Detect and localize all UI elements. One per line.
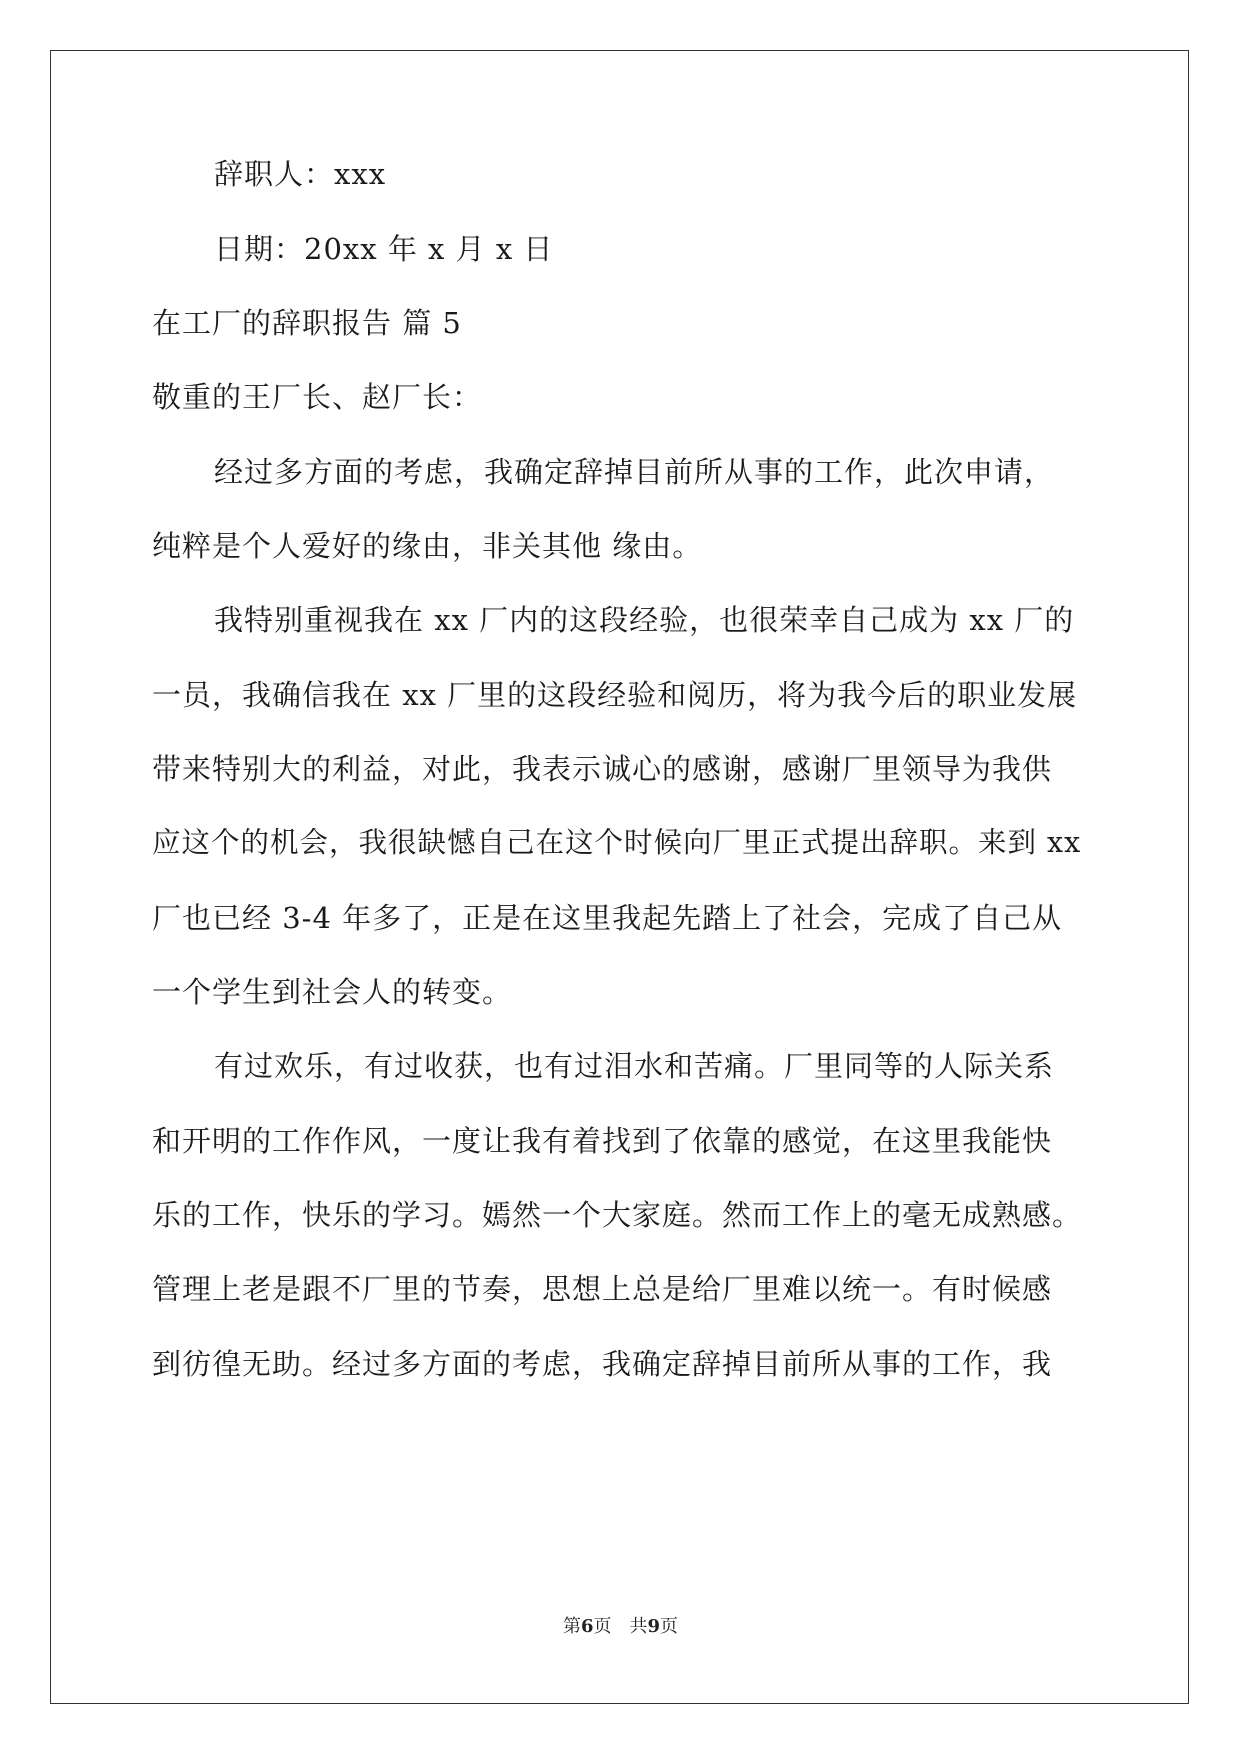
paragraph-line: 我特别重视我在 xx 厂内的这段经验，也很荣幸自己成为 xx 厂的	[214, 603, 1075, 637]
section-title: 在工厂的辞职报告 篇 5	[152, 306, 462, 340]
paragraph-line: 到彷徨无助。经过多方面的考虑，我确定辞掉目前所从事的工作，我	[152, 1347, 1053, 1381]
paragraph-line: 管理上老是跟不厂里的节奏，思想上总是给厂里难以统一。有时候感	[152, 1272, 1053, 1306]
date-line: 日期：20xx 年 x 月 x 日	[214, 232, 554, 266]
footer-mid: 页 共	[593, 1616, 648, 1637]
paragraph-line: 经过多方面的考虑，我确定辞掉目前所从事的工作，此次申请，	[214, 455, 1055, 489]
paragraph-line: 乐的工作，快乐的学习。嫣然一个大家庭。然而工作上的毫无成熟感。	[152, 1198, 1083, 1232]
paragraph-line: 纯粹是个人爱好的缘由，非关其他 缘由。	[152, 529, 703, 563]
paragraph-line: 应这个的机会，我很缺憾自己在这个时候向厂里正式提出辞职。来到 xx	[152, 826, 1082, 859]
current-page-number: 6	[580, 1616, 594, 1637]
paragraph-line: 带来特别大的利益，对此，我表示诚心的感谢，感谢厂里领导为我供	[152, 752, 1053, 786]
paragraph-line: 有过欢乐，有过收获，也有过泪水和苦痛。厂里同等的人际关系	[214, 1049, 1055, 1083]
salutation: 敬重的王厂长、赵厂长：	[152, 380, 483, 414]
page-border	[50, 50, 1189, 1704]
total-pages-number: 9	[647, 1616, 661, 1637]
resigner-line: 辞职人：xxx	[214, 157, 387, 191]
footer-suffix: 页	[660, 1616, 679, 1637]
paragraph-line: 和开明的工作作风，一度让我有着找到了依靠的感觉，在这里我能快	[152, 1124, 1053, 1158]
paragraph-line: 一个学生到社会人的转变。	[152, 975, 513, 1009]
paragraph-line: 一员，我确信我在 xx 厂里的这段经验和阅历，将为我今后的职业发展	[152, 678, 1078, 712]
paragraph-line: 厂也已经 3-4 年多了，正是在这里我起先踏上了社会，完成了自己从	[152, 901, 1063, 935]
footer-prefix: 第	[562, 1616, 581, 1637]
page-footer	[0, 1615, 1241, 1639]
